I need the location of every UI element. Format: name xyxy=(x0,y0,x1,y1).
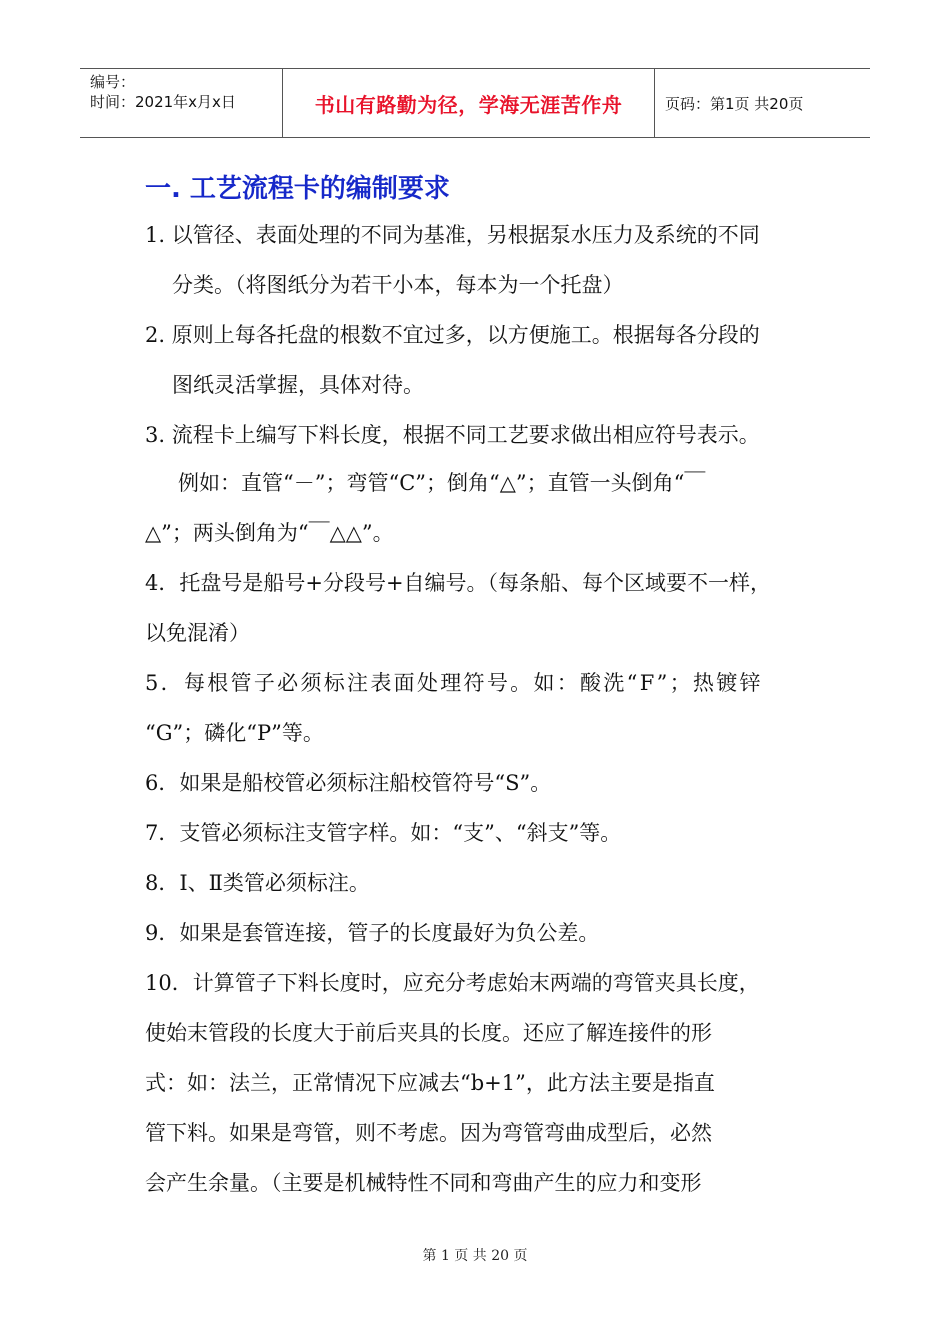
time-label: 时间：2021年x月x日 xyxy=(90,93,236,111)
body-line: 分类。（将图纸分为若干小本，每本为一个托盘） xyxy=(172,273,624,297)
body-line: 2. 原则上每各托盘的根数不宜过多，以方便施工。根据每各分段的 xyxy=(145,323,760,347)
body-line: 以免混淆） xyxy=(145,621,250,645)
body-line: 7．支管必须标注支管字样。如：“支”、“斜支”等。 xyxy=(145,821,622,845)
body-line: “G”；磷化“P”等。 xyxy=(145,721,324,745)
body-line: 6．如果是船校管必须标注船校管符号“S”。 xyxy=(145,771,552,795)
body-line: 4．托盘号是船号+分段号+自编号。（每条船、每个区域要不一样， xyxy=(145,571,772,595)
header-meta xyxy=(80,69,282,137)
header-page-info: 页码：第1页 共20页 xyxy=(665,94,804,113)
body-line: 例如：直管“－”；弯管“C”；倒角“△”；直管一头倒角“￣ xyxy=(178,471,706,495)
body-line: 10．计算管子下料长度时，应充分考虑始末两端的弯管夹具长度， xyxy=(145,971,760,995)
body-line: 式：如：法兰，正常情况下应减去“b+1”，此方法主要是指直 xyxy=(145,1071,715,1095)
page-footer: 第 1 页 共 20 页 xyxy=(422,1248,528,1264)
header-motto: 书山有路勤为径，学海无涯苦作舟 xyxy=(282,69,655,137)
body-line: 使始末管段的长度大于前后夹具的长度。还应了解连接件的形 xyxy=(145,1021,712,1045)
body-line: 9．如果是套管连接，管子的长度最好为负公差。 xyxy=(145,921,600,945)
body-line: △”；两头倒角为“￣△△”。 xyxy=(145,521,394,545)
serial-label: 编号： xyxy=(90,73,136,91)
body-line: 3. 流程卡上编写下料长度，根据不同工艺要求做出相应符号表示。 xyxy=(145,423,760,447)
body-line: 1. 以管径、表面处理的不同为基准，另根据泵水压力及系统的不同 xyxy=(145,223,760,247)
section-title: 一. 工艺流程卡的编制要求 xyxy=(145,174,450,204)
body-line: 8．Ⅰ、Ⅱ类管必须标注。 xyxy=(145,871,370,895)
document-header xyxy=(80,68,870,138)
body-line: 管下料。如果是弯管，则不考虑。因为弯管弯曲成型后，必然 xyxy=(145,1121,712,1145)
body-line: 5．每根管子必须标注表面处理符号。如：酸洗“F”；热镀锌 xyxy=(145,671,763,695)
body-line: 会产生余量。（主要是机械特性不同和弯曲产生的应力和变形 xyxy=(145,1171,702,1195)
body-line: 图纸灵活掌握，具体对待。 xyxy=(172,373,424,397)
